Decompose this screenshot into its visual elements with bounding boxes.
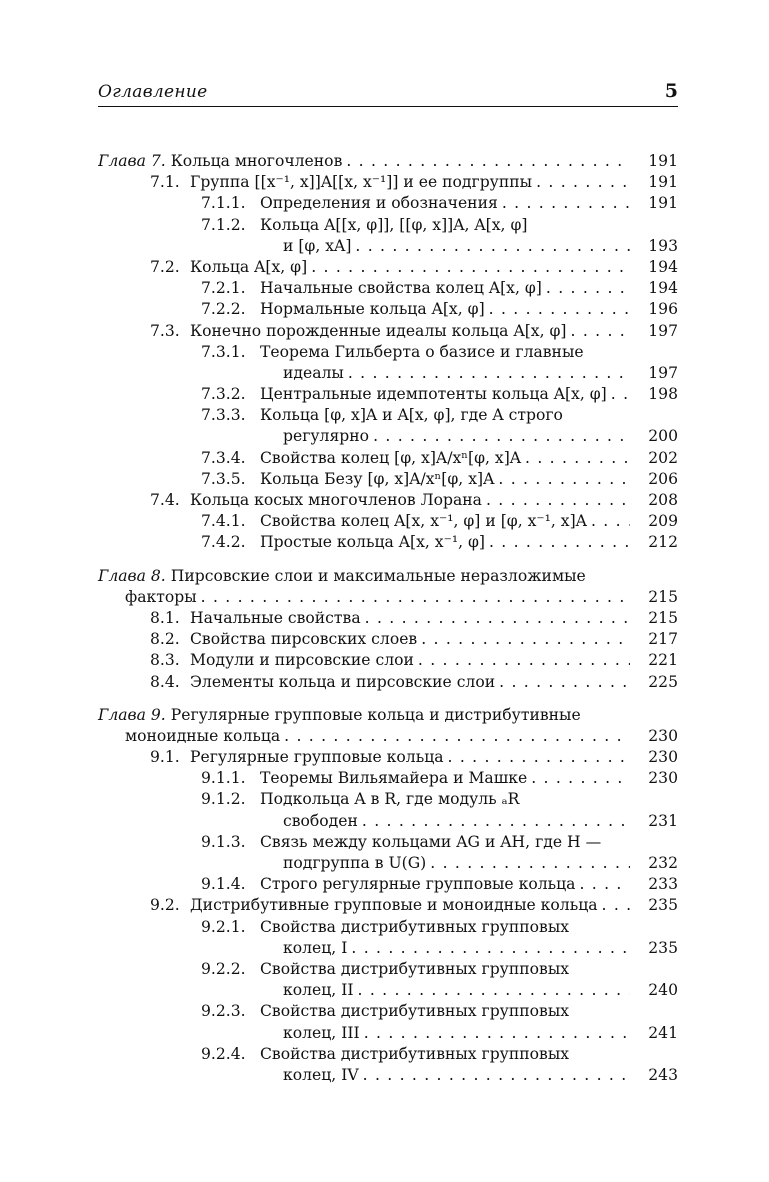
entry-title xyxy=(283,363,630,384)
entry-title xyxy=(98,151,630,172)
entry-title xyxy=(190,490,630,511)
entry-page: 198 xyxy=(648,385,678,404)
entry-title xyxy=(190,321,630,342)
entry-page: 191 xyxy=(648,173,678,192)
entry-title xyxy=(283,853,630,874)
entry-title xyxy=(260,384,630,405)
toc-entry-sub[interactable] xyxy=(98,532,678,553)
entry-title xyxy=(260,469,630,490)
entry-number: 7.3.2. xyxy=(201,385,246,404)
toc-entry-subcont[interactable] xyxy=(98,426,678,447)
entry-number: 7.3.3. xyxy=(201,406,246,425)
chapter-label: Глава 8. xyxy=(98,566,166,585)
running-title: Оглавление xyxy=(98,82,208,102)
entry-page: 235 xyxy=(648,896,678,915)
toc-entry-section[interactable] xyxy=(98,895,678,916)
entry-number: 9.2.2. xyxy=(201,959,246,978)
entry-text: Кольца многочленов xyxy=(170,152,343,170)
entry-title xyxy=(260,193,630,214)
entry-number: 7.2.1. xyxy=(201,279,246,298)
entry-title xyxy=(260,215,630,236)
entry-title xyxy=(283,980,630,1001)
chapter-gap xyxy=(98,554,678,566)
toc-entry-sub[interactable] xyxy=(98,384,678,405)
toc-entry-section[interactable] xyxy=(98,321,678,342)
entry-number: 9.1.2. xyxy=(201,790,246,809)
toc-entry-subcont[interactable] xyxy=(98,938,678,959)
entry-text: Начальные свойства xyxy=(190,608,361,627)
entry-number: 7.1.2. xyxy=(201,215,246,234)
toc-entry-sub[interactable] xyxy=(98,959,678,980)
entry-number: 7.1. xyxy=(150,173,180,192)
entry-text: и [φ, xA] xyxy=(283,236,352,255)
toc-entry-sub[interactable] xyxy=(98,874,678,895)
entry-title xyxy=(98,566,630,587)
entry-text: Кольца Безу [φ, x]A/xⁿ[φ, x]A xyxy=(260,469,495,488)
entry-text: Свойства колец A[x, x⁻¹, φ] и [φ, x⁻¹, x]A xyxy=(260,512,587,531)
entry-title xyxy=(125,726,630,747)
entry-page: 193 xyxy=(648,236,678,255)
toc-entry-subcont[interactable] xyxy=(98,236,678,257)
entry-title xyxy=(260,789,630,810)
entry-title xyxy=(260,768,630,789)
entry-text: факторы xyxy=(125,587,197,606)
toc-entry-sub[interactable] xyxy=(98,215,678,236)
toc-entry-chapter[interactable] xyxy=(98,566,678,587)
toc-entry-section[interactable] xyxy=(98,672,678,693)
toc-entry-section[interactable] xyxy=(98,629,678,650)
entry-title xyxy=(260,405,630,426)
chapter-gap xyxy=(98,693,678,705)
entry-title xyxy=(190,608,630,629)
toc-entry-subcont[interactable] xyxy=(98,853,678,874)
entry-text: Связь между кольцами AG и AH, где H — xyxy=(260,832,602,851)
entry-title xyxy=(260,299,630,320)
entry-text: Свойства колец [φ, x]A/xⁿ[φ, x]A xyxy=(260,448,522,467)
toc-entry-chapcont[interactable] xyxy=(98,726,678,747)
entry-page: 225 xyxy=(648,672,678,691)
entry-page: 215 xyxy=(648,587,678,606)
entry-number: 7.1.1. xyxy=(201,194,246,213)
entry-number: 9.1.3. xyxy=(201,832,246,851)
entry-text: Определения и обозначения xyxy=(260,194,498,213)
entry-text: Центральные идемпотенты кольца A[x, φ] xyxy=(260,385,607,404)
toc-entry-sub[interactable] xyxy=(98,832,678,853)
entry-number: 8.4. xyxy=(150,672,180,691)
entry-text: Регулярные групповые кольца и дистрибутивные xyxy=(170,705,581,724)
entry-number: 7.2. xyxy=(150,257,180,276)
entry-number: 8.1. xyxy=(150,608,180,627)
entry-title xyxy=(190,629,630,650)
entry-text: Пирсовские слои и максимальные неразложимые xyxy=(170,566,586,585)
entry-text: Начальные свойства колец A[x, φ] xyxy=(260,279,542,298)
entry-number: 9.2.3. xyxy=(201,1002,246,1021)
entry-text: колец, IV xyxy=(283,1065,359,1084)
entry-text: свободен xyxy=(283,811,358,830)
entry-number: 9.2.4. xyxy=(201,1044,246,1063)
toc-entry-sub[interactable] xyxy=(98,299,678,320)
entry-text: колец, II xyxy=(283,981,354,1000)
entry-title xyxy=(260,917,630,938)
entry-text: колец, III xyxy=(283,1023,360,1042)
entry-number: 8.3. xyxy=(150,651,180,670)
toc-entry-chapter[interactable] xyxy=(98,151,678,172)
toc-entry-subcont[interactable] xyxy=(98,1065,678,1086)
entry-page: 241 xyxy=(648,1023,678,1042)
entry-page: 202 xyxy=(648,448,678,467)
entry-number: 9.1.4. xyxy=(201,875,246,894)
entry-title xyxy=(190,172,630,193)
toc-entry-sub[interactable] xyxy=(98,511,678,532)
entry-page: 212 xyxy=(648,533,678,552)
chapter-label: Глава 9. xyxy=(98,705,166,724)
entry-page: 230 xyxy=(648,769,678,788)
entry-page: 206 xyxy=(648,469,678,488)
toc-entry-section[interactable] xyxy=(98,650,678,671)
entry-title xyxy=(283,811,630,832)
entry-page: 194 xyxy=(648,257,678,276)
entry-text: Дистрибутивные групповые и моноидные кольца xyxy=(190,896,598,915)
entry-page: 197 xyxy=(648,363,678,382)
toc-entry-sub[interactable] xyxy=(98,448,678,469)
toc-entry-chapter[interactable] xyxy=(98,705,678,726)
entry-text: Простые кольца A[x, x⁻¹, φ] xyxy=(260,533,485,552)
entry-text: Элементы кольца и пирсовские слои xyxy=(190,672,496,691)
toc-entry-subcont[interactable] xyxy=(98,1023,678,1044)
entry-page: 235 xyxy=(648,938,678,957)
entry-text: Подкольца A в R, где модуль ₐR xyxy=(260,790,520,809)
entry-page: 230 xyxy=(648,748,678,767)
toc-entry-section[interactable] xyxy=(98,608,678,629)
toc-entry-sub[interactable] xyxy=(98,1044,678,1065)
entry-title xyxy=(260,874,630,895)
entry-page: 215 xyxy=(648,608,678,627)
entry-text: колец, I xyxy=(283,938,348,957)
entry-page: 217 xyxy=(648,630,678,649)
entry-title xyxy=(283,1065,630,1086)
entry-text: Регулярные групповые кольца xyxy=(190,748,444,767)
toc-entry-section[interactable] xyxy=(98,747,678,768)
toc-entry-sub[interactable] xyxy=(98,1001,678,1022)
entry-title xyxy=(98,705,630,726)
toc-entry-section[interactable] xyxy=(98,257,678,278)
page-number: 5 xyxy=(664,80,678,102)
entry-number: 7.3.1. xyxy=(201,342,246,361)
entry-page: 208 xyxy=(648,491,678,509)
toc-entry-sub[interactable] xyxy=(98,789,678,810)
entry-title xyxy=(260,959,630,980)
toc-entry-sub[interactable] xyxy=(98,917,678,938)
entry-text: Теоремы Вильямайера и Машке xyxy=(260,769,528,788)
entry-page: 240 xyxy=(648,981,678,1000)
entry-page: 231 xyxy=(648,811,678,830)
entry-number: 7.3. xyxy=(150,321,180,340)
entry-page: 197 xyxy=(648,321,678,340)
entry-title xyxy=(260,532,630,553)
entry-number: 7.3.5. xyxy=(201,469,246,488)
toc-entry-section[interactable] xyxy=(98,490,678,511)
toc-entry-sub[interactable] xyxy=(98,342,678,363)
toc-entry-sub[interactable] xyxy=(98,768,678,789)
toc-entry-section[interactable] xyxy=(98,172,678,193)
entry-title xyxy=(260,511,630,532)
entry-title xyxy=(125,587,630,608)
entry-number: 7.4.1. xyxy=(201,512,246,531)
entry-text: Теорема Гильберта о базисе и главные xyxy=(260,342,584,361)
entry-title xyxy=(283,1023,630,1044)
toc-entry-subcont[interactable] xyxy=(98,980,678,1001)
entry-text: Свойства пирсовских слоев xyxy=(190,630,418,649)
entry-page: 191 xyxy=(648,152,678,170)
entry-page: 200 xyxy=(648,427,678,446)
entry-title xyxy=(260,448,630,469)
entry-text: идеалы xyxy=(283,363,344,382)
entry-text: Свойства дистрибутивных групповых xyxy=(260,1002,570,1021)
entry-page: 230 xyxy=(648,726,678,745)
toc-entry-subcont[interactable] xyxy=(98,811,678,832)
entry-page: 232 xyxy=(648,854,678,872)
entry-page: 196 xyxy=(648,300,678,319)
entry-title xyxy=(260,342,630,363)
toc-entry-sub[interactable] xyxy=(98,193,678,214)
entry-number: 7.4. xyxy=(150,491,180,509)
entry-number: 8.2. xyxy=(150,630,180,649)
entry-title xyxy=(283,426,630,447)
chapter-label: Глава 7. xyxy=(98,152,166,170)
entry-page: 243 xyxy=(648,1065,678,1084)
entry-text: Свойства дистрибутивных групповых xyxy=(260,917,570,936)
toc-entry-sub[interactable] xyxy=(98,278,678,299)
entry-title xyxy=(190,650,630,671)
entry-title xyxy=(283,236,630,257)
entry-text: подгруппа в U(G) xyxy=(283,854,427,872)
entry-number: 7.4.2. xyxy=(201,533,246,552)
toc-entry-sub[interactable] xyxy=(98,405,678,426)
entry-page: 191 xyxy=(648,194,678,213)
entry-title xyxy=(283,938,630,959)
entry-text: Группа [[x⁻¹, x]]A[[x, x⁻¹]] и ее подгруппы xyxy=(190,173,533,192)
entry-text: Кольца A[[x, φ]], [[φ, x]]A, A[x, φ] xyxy=(260,215,528,234)
toc-entry-sub[interactable] xyxy=(98,469,678,490)
entry-title xyxy=(190,895,630,916)
entry-text: Модули и пирсовские слои xyxy=(190,651,414,670)
toc-entry-chapcont[interactable] xyxy=(98,587,678,608)
entry-title xyxy=(260,1001,630,1022)
entry-page: 209 xyxy=(648,512,678,531)
entry-text: моноидные кольца xyxy=(125,726,281,745)
entry-text: Нормальные кольца A[x, φ] xyxy=(260,300,485,319)
entry-number: 7.3.4. xyxy=(201,448,246,467)
entry-text: Свойства дистрибутивных групповых xyxy=(260,959,570,978)
page-header xyxy=(98,80,678,108)
entry-page: 194 xyxy=(648,279,678,298)
entry-title xyxy=(260,832,630,853)
entry-text: Кольца косых многочленов Лорана xyxy=(190,491,482,509)
entry-number: 7.2.2. xyxy=(201,300,246,319)
entry-text: Строго регулярные групповые кольца xyxy=(260,875,576,894)
entry-title xyxy=(190,672,630,693)
entry-text: регулярно xyxy=(283,427,370,446)
entry-number: 9.2.1. xyxy=(201,917,246,936)
entry-page: 233 xyxy=(648,875,678,894)
entry-page: 221 xyxy=(648,651,678,670)
entry-title xyxy=(190,257,630,278)
entry-title xyxy=(190,747,630,768)
table-of-contents xyxy=(98,151,678,1086)
entry-text: Свойства дистрибутивных групповых xyxy=(260,1044,570,1063)
entry-title xyxy=(260,1044,630,1065)
entry-number: 9.1. xyxy=(150,748,180,767)
toc-entry-subcont[interactable] xyxy=(98,363,678,384)
header-rule xyxy=(98,106,678,107)
entry-text: Кольца A[x, φ] xyxy=(190,257,308,276)
entry-number: 9.1.1. xyxy=(201,769,246,788)
entry-text: Кольца [φ, x]A и A[x, φ], где A строго xyxy=(260,406,563,425)
entry-number: 9.2. xyxy=(150,896,180,915)
entry-title xyxy=(260,278,630,299)
entry-text: Конечно порожденные идеалы кольца A[x, φ] xyxy=(190,321,567,340)
